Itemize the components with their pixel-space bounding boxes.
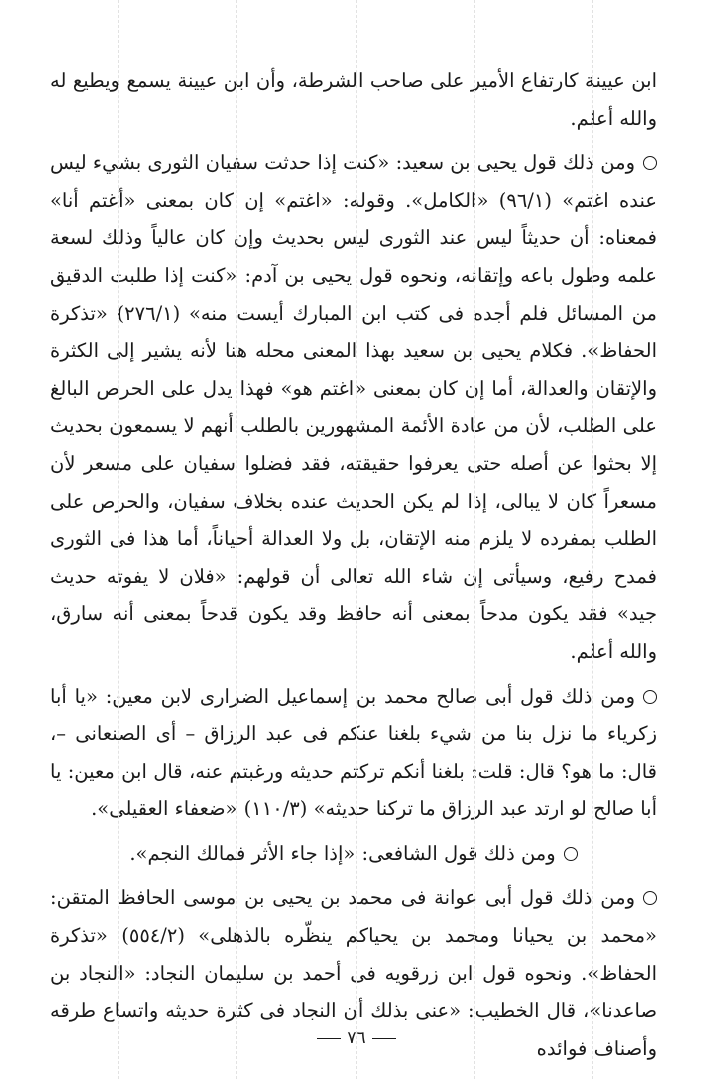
paragraph-text: ومن ذلك قول الشافعى: «إذا جاء الأثر فمالك النجم». bbox=[129, 841, 556, 865]
paragraph-text: ومن ذلك قول أبى عوانة فى محمد بن يحيى بن موسى الحافظ المتقن: «محمد بن يحيانا ومحمد بن يحياكم ينظّره بالذهلى» (٥٥٤/٢) «تذكرة الحفاظ». ونحوه قول ابن زرقويه فى أحمد بن سليمان النجاد: «النجاد بن صاعدنا»، قال الخطيب: «عنى بذلك أن النجاد فى كثرة حديثه واتساع طرقه وأصناف فوائده bbox=[50, 886, 657, 1060]
dash-decoration bbox=[372, 1038, 396, 1039]
circle-bullet-icon bbox=[643, 690, 657, 704]
paragraph-continuation bbox=[50, 62, 657, 137]
scan-guide-line bbox=[592, 0, 593, 1079]
dash-decoration bbox=[317, 1038, 341, 1039]
paragraph-text: ومن ذلك قول يحيى بن سعيد: «كنت إذا حدثت سفيان الثورى بشيء ليس عنده اغتم» (٩٦/١) «الكامل». وقوله: «اغتم» إن كان بمعنى «أغتم أنا» فمعناه: أن حديثاً ليس عند الثورى ليس بحديث وإن كان عالياً وذلك لسعة علمه وطول باعه وإتقانه، ونحوه قول يحيى بن آدم: «كنت إذا طلبت الدقيق من المسائل فلم أجده فى كتب ابن المبارك أيست منه» (٢٧٦/١) «تذكرة الحفاظ». فكلام يحيى بن سعيد بهذا المعنى محله هنا لأنه يشير إلى الكثرة والإتقان والعدالة، أما إن كان بمعنى «اغتم هو» فهذا يدل على الحرص البالغ على الطلب، لأن من عادة الأئمة المشهورين بالطلب أنهم لا يسمعون بحديث إلا بحثوا عن أصله حتى يعرفوا حقيقته، فقد فضلوا سفيان على مسعر لأن مسعراً كان لا يبالى، إذا لم يكن الحديث عنده بخلاف سفيان، والحرص على الطلب بمفرده لا يلزم منه الإتقان، بل ولا العدالة أحياناً، أما هذا فى الثورى فمدح رفيع، وسيأتى إن شاء الله تعالى أن قولهم: «فلان لا يفوته حديث جيد» فقد يكون مدحاً بمعنى أنه حافظ وقد يكون قدحاً بمعنى أنه سارق، والله أعلم. bbox=[50, 151, 657, 663]
circle-bullet-icon bbox=[643, 891, 657, 905]
scan-guide-line bbox=[356, 0, 357, 1079]
scan-guide-line bbox=[474, 0, 475, 1079]
page-number bbox=[0, 1028, 713, 1048]
paragraph-abu-salih bbox=[50, 678, 657, 828]
paragraph-text: ومن ذلك قول أبى صالح محمد بن إسماعيل الضرارى لابن معين: «يا أبا زكرياء ما نزل بنا من شيء بلغنا عنكم فى عبد الرزاق – أى الصنعانى –، قال: ما هو؟ قال: قلت: بلغنا أنكم تركتم حديثه ورغبتم عنه، قال ابن معين: يا أبا صالح لو ارتد عبد الرزاق ما تركنا حديثه» (١١٠/٣) «ضعفاء العقيلى». bbox=[50, 684, 657, 821]
paragraph-yahya-ibn-said bbox=[50, 144, 657, 670]
scan-guide-line bbox=[118, 0, 119, 1079]
circle-bullet-icon bbox=[643, 156, 657, 170]
circle-bullet-icon bbox=[564, 847, 578, 861]
scan-guide-line bbox=[236, 0, 237, 1079]
page-body bbox=[50, 62, 657, 1067]
paragraph-shafii bbox=[50, 835, 657, 873]
paragraph-text: ابن عيينة كارتفاع الأمير على صاحب الشرطة، وأن ابن عيينة يسمع ويطيع له والله أعلم. bbox=[50, 69, 657, 130]
page-number-text: ٧٦ bbox=[347, 1028, 366, 1048]
